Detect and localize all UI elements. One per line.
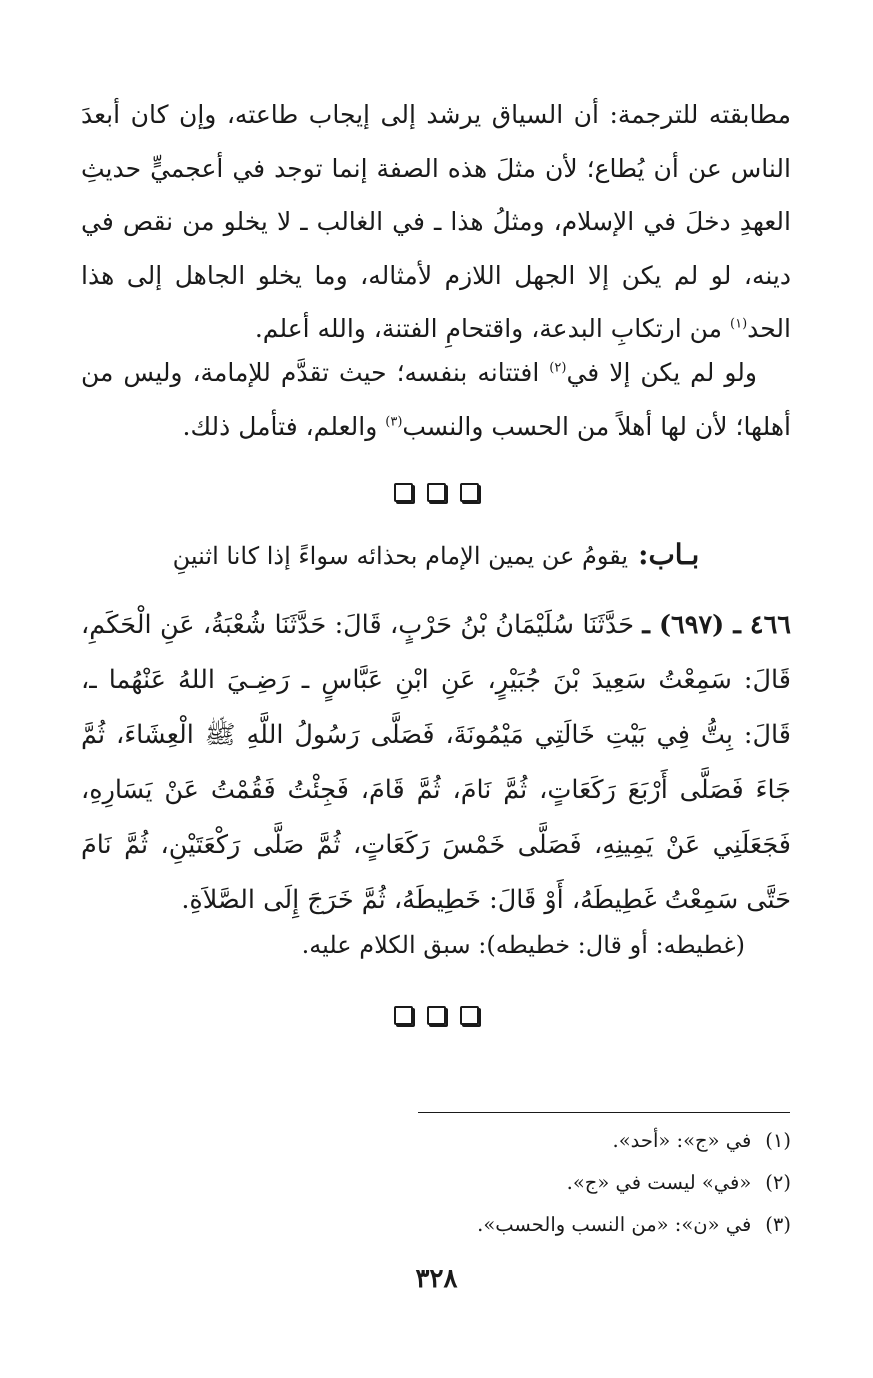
footnote-2	[81, 1168, 791, 1198]
square-ornament-icon	[460, 1006, 479, 1025]
square-ornament-icon	[394, 483, 413, 502]
footnote-ref-3[interactable]: (٣)	[385, 414, 403, 430]
section-separator	[0, 1006, 873, 1025]
paragraph-2-text-end: والعلم، فتأمل ذلك.	[182, 411, 386, 441]
square-ornament-icon	[394, 1006, 413, 1025]
footnote-ref-2[interactable]: (٢)	[549, 360, 567, 376]
footnote-text: في «ن»: «من النسب والحسب».	[477, 1213, 752, 1236]
section-separator	[0, 483, 873, 502]
paragraph-1-text-end: من ارتكابِ البدعة، واقتحامِ الفتنة، والله أعلم.	[254, 314, 731, 343]
footnote-text: «في» ليست في «ج».	[566, 1171, 752, 1194]
hadith-body: حَدَّثَنَا سُلَيْمَانُ بْنُ حَرْبٍ، قَالَ: حَدَّثَنَا شُعْبَةُ، عَنِ الْحَكَمِ، قَالَ: سَمِعْتُ سَعِيدَ بْنَ جُبَيْرٍ، عَنِ ابْنِ عَبَّاسٍ ـ رَضِـيَ اللهُ عَنْهُما ـ، قَالَ: بِتُّ فِي بَيْتِ خَالَتِي مَيْمُونَةَ، فَصَلَّى رَسُولُ اللَّهِ ﷺ الْعِشَاءَ، ثُمَّ جَاءَ فَصَلَّى أَرْبَعَ رَكَعَاتٍ، ثُمَّ نَامَ، ثُمَّ قَامَ، فَجِئْتُ فَقُمْتُ عَنْ يَسَارِهِ، فَجَعَلَنِي عَنْ يَمِينِهِ، فَصَلَّى خَمْسَ رَكَعَاتٍ، ثُمَّ صَلَّى رَكْعَتَيْنِ، ثُمَّ نَامَ حَتَّى سَمِعْتُ غَطِيطَهُ، أَوْ قَالَ: خَطِيطَهُ، ثُمَّ خَرَجَ إِلَى الصَّلاَةِ.	[81, 610, 791, 915]
paragraph-2-text-mid: افتتانه بنفسه؛ حيث تقدَّم للإمامة، وليس من أهلها؛ لأن لها أهلاً من الحسب والنسب	[81, 358, 791, 441]
square-ornament-icon	[427, 483, 446, 502]
square-ornament-icon	[460, 483, 479, 502]
footnote-divider	[418, 1112, 790, 1113]
footnote-ref-1[interactable]: (١)	[730, 316, 748, 332]
chapter-label: بـاب:	[638, 538, 700, 571]
footnote-number: (٣)	[765, 1213, 791, 1236]
paragraph-1-text: مطابقته للترجمة: أن السياق يرشد إلى إيجاب طاعته، وإن كان أبعدَ الناس عن أن يُطاع؛ لأن مثلَ هذه الصفة إنما توجد في أعجميٍّ حديثِ العهدِ دخلَ في الإسلام، ومثلُ هذا ـ في الغالب ـ لا يخلو من نقص في دينه، لو لم يكن إلا الجهل اللازم لأمثاله، وما يخلو الجاهل إلى هذا الحد	[81, 100, 791, 343]
chapter-heading	[81, 535, 791, 576]
footnote-1	[81, 1126, 791, 1156]
page-number: ٣٢٨	[415, 1264, 458, 1294]
hadith-number: ٤٦٦ ـ (٦٩٧) ـ	[642, 610, 791, 640]
chapter-title: يقومُ عن يمين الإمام بحذائه سواءً إذا كانا اثنينِ	[172, 542, 629, 570]
paragraph-2	[81, 346, 791, 453]
footnote-3	[81, 1210, 791, 1240]
hadith-text	[81, 598, 791, 928]
square-ornament-icon	[427, 1006, 446, 1025]
paragraph-1	[81, 88, 791, 356]
footnote-text: في «ج»: «أحد».	[612, 1129, 752, 1152]
commentary: (غطيطه: أو قال: خطيطه): سبق الكلام عليه.	[301, 931, 745, 959]
footnote-number: (١)	[765, 1129, 791, 1152]
paragraph-2-text: ولو لم يكن إلا في	[566, 358, 757, 387]
footnote-number: (٢)	[765, 1171, 791, 1194]
